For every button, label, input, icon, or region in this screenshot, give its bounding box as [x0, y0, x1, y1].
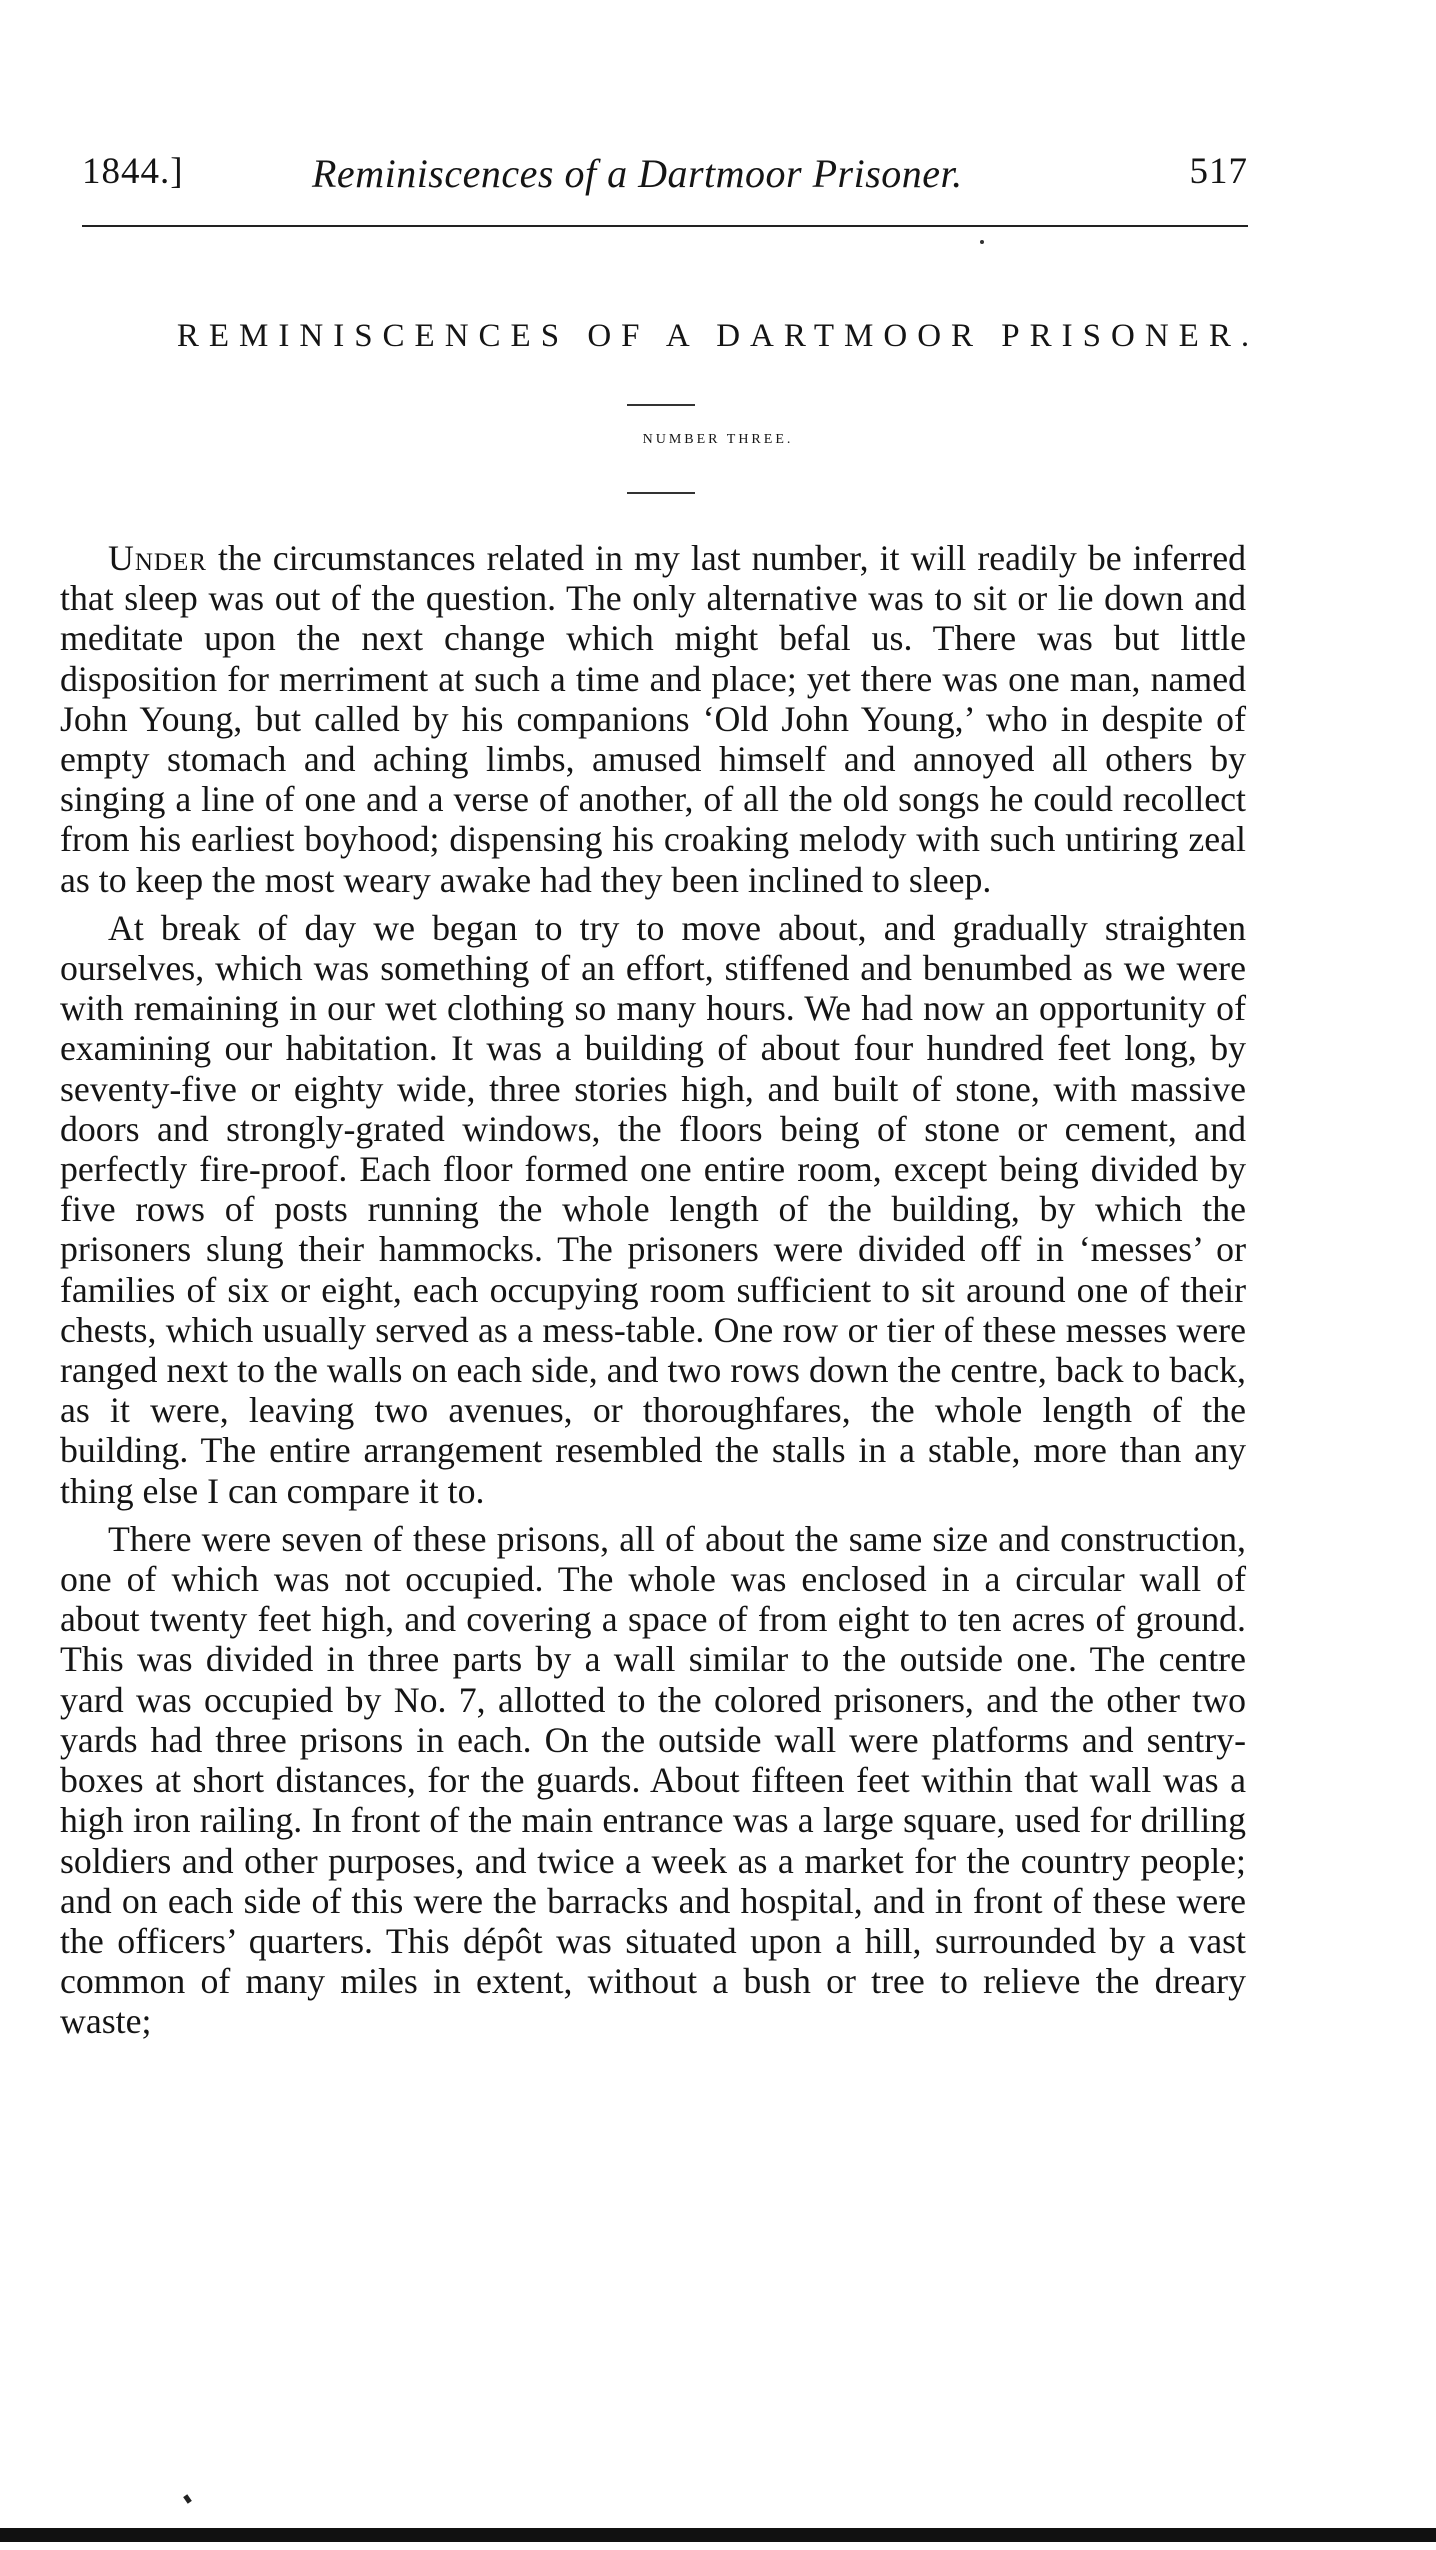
opening-word: Under [108, 538, 207, 578]
paragraph [60, 538, 1246, 900]
print-speck [183, 2494, 192, 2503]
paragraph-text: At break of day we began to try to move about, and gradually straighten ourselves, which was something of an effort, stiffened and benumbed as we were with remaining in our wet clothing so many hours. We had now an opportunity of examining our habitation. It was a building of about four hundred feet long, by seventy-five or eighty wide, three stories high, and built of stone, with massive doors and strongly-grated windows, the floors being of stone or cement, and perfectly fire-proof. Each floor formed one entire room, except being divided by five rows of posts running the whole length of the building, by which the prisoners slung their hammocks. The prisoners were divided off in ‘messes’ or families of six or eight, each occupying room sufficient to sit around one of their chests, which usually served as a mess-table. One row or tier of these messes were ranged next to the walls on each side, and two rows down the centre, back to back, as it were, leaving two avenues, or thoroughfares, the whole length of the building. The entire arrangement resembled the stalls in a stable, more than any thing else I can compare it to. [60, 907, 1246, 1511]
paragraph [60, 1519, 1246, 2042]
paragraph-text: There were seven of these prisons, all of about the same size and construction, one of which was not occupied. The whole was enclosed in a circular wall of about twenty feet high, and covering a space of from eight to ten acres of ground. This was divided in three parts by a wall similar to the outside one. The centre yard was occupied by No. 7, allotted to the colored prisoners, and the other two yards had three prisons in each. On the outside wall were platforms and sentry-boxes at short distances, for the guards. About fifteen feet within that wall was a high iron railing. In front of the main entrance was a large square, used for drilling soldiers and other purposes, and twice a week as a market for the country people; and on each side of this were the barracks and hospital, and in front of these were the officers’ quarters. This dépôt was situated upon a hill, surrounded by a vast common of many miles in extent, without a bush or tree to relieve the dreary waste; [60, 1518, 1246, 2042]
running-head-title: Reminiscences of a Dartmoor Prisoner. [312, 151, 963, 196]
paragraph-text: the circumstances related in my last number, it will readily be inferred that sleep was out of the question. The only alternative was to sit or lie down and meditate upon the next change which might befal us. There was but little disposition for merriment at such a time and place; yet there was one man, named John Young, but called by his companions ‘Old John Young,’ who in despite of empty stomach and aching limbs, amused himself and annoyed all others by singing a line of one and a verse of another, of all the old songs he could recollect from his earliest boyhood; dispensing his croaking melody with such untiring zeal as to keep the most weary awake had they been inclined to sleep. [60, 538, 1246, 900]
title-divider-top [627, 404, 695, 406]
print-speck [980, 240, 984, 244]
page-number: 517 [1189, 151, 1248, 192]
article-body [60, 538, 1246, 2042]
title-divider-bottom [627, 492, 695, 494]
article-title: REMINISCENCES OF A DARTMOOR PRISONER. [176, 318, 1260, 354]
paragraph [60, 908, 1246, 1511]
header-rule [82, 225, 1248, 227]
running-head [82, 150, 1248, 206]
running-head-year: 1844.] [82, 151, 184, 192]
page-bottom-edge [0, 2528, 1436, 2542]
article-number: NUMBER THREE. [642, 432, 794, 447]
